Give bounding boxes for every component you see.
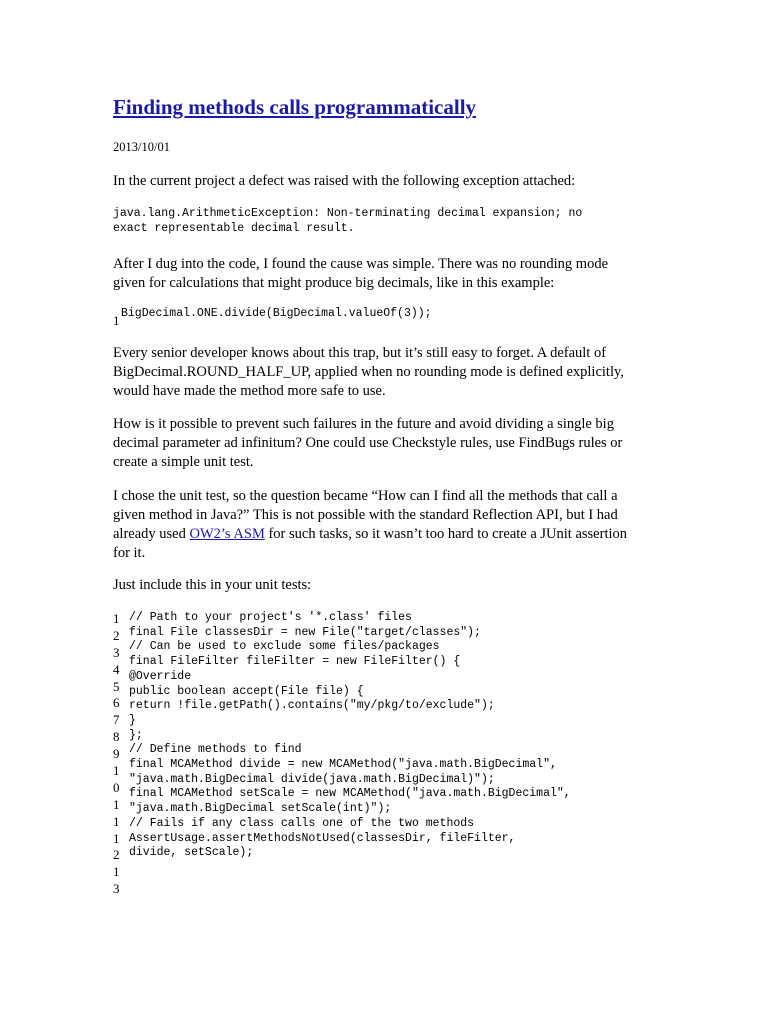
prevention-paragraph: [113, 415, 653, 472]
code-line: final MCAMethod divide = new MCAMethod("java.math.BigDecimal",: [129, 758, 557, 772]
text-line: [113, 525, 653, 544]
code-line: return !file.getPath().contains("my/pkg/to/exclude");: [129, 699, 495, 713]
exception-line: java.lang.ArithmeticException: Non-terminating decimal expansion; no: [113, 207, 583, 220]
line-number: 1: [113, 830, 120, 846]
code-line: final MCAMethod setScale = new MCAMethod("java.math.BigDecimal",: [129, 787, 571, 801]
line-number: 1: [113, 313, 120, 328]
line-number: 1: [113, 611, 120, 626]
text-line: How is it possible to prevent such failures in the future and avoid dividing a single big: [113, 416, 614, 432]
text-line: for it.: [113, 545, 146, 561]
exception-line: exact representable decimal result.: [113, 221, 355, 235]
code-line: // Fails if any class calls one of the two methods: [129, 816, 475, 830]
code-line: "java.math.BigDecimal setScale(int)");: [129, 802, 392, 816]
line-number: 1: [113, 864, 120, 880]
line-number: 4: [113, 661, 120, 677]
text-line: create a simple unit test.: [113, 454, 254, 470]
include-paragraph: Just include this in your unit tests:: [113, 577, 312, 593]
code-line: };: [129, 728, 143, 742]
line-number: 5: [113, 678, 120, 694]
line-number: 3: [113, 644, 120, 660]
intro-paragraph: In the current project a defect was raised with the following exception attached:: [113, 173, 576, 189]
line-number: 1: [113, 813, 120, 829]
text-line: I chose the unit test, so the question became “How can I find all the methods that call a: [113, 488, 618, 504]
text-line: After I dug into the code, I found the cause was simple. There was no rounding mode: [113, 256, 609, 272]
code-line: "java.math.BigDecimal divide(java.math.BigDecimal)");: [129, 772, 495, 786]
code-line: }: [129, 713, 136, 727]
code-line: public boolean accept(File file) {: [129, 684, 364, 698]
text-line: given method in Java?” This is not possible with the standard Reflection API, but I had: [113, 507, 618, 523]
text-segment: already used: [113, 526, 190, 542]
code-line: // Define methods to find: [129, 743, 302, 757]
code-line: divide, setScale);: [129, 846, 254, 860]
ow2-asm-link[interactable]: OW2’s ASM: [189, 526, 265, 542]
line-number: 9: [113, 746, 120, 762]
code-block: [129, 611, 571, 861]
text-line: given for calculations that might produce big decimals, like in this example:: [113, 275, 555, 291]
line-number: 1: [113, 763, 120, 779]
text-segment: for such tasks, so it wasn’t too hard to create a JUnit assertion: [264, 526, 627, 542]
unit-test-paragraph: [113, 487, 653, 563]
line-number-gutter: [113, 611, 123, 898]
text-line: would have made the method more safe to use.: [113, 383, 386, 399]
line-number: 2: [113, 847, 120, 863]
code-line: final File classesDir = new File("target/classes");: [129, 625, 481, 639]
line-number: 0: [113, 779, 120, 795]
text-line: Every senior developer knows about this trap, but it’s still easy to forget. A default of: [113, 345, 607, 361]
post-date: 2013/10/01: [113, 140, 170, 154]
snippet-code: BigDecimal.ONE.divide(BigDecimal.valueOf(3));: [121, 307, 432, 320]
cause-paragraph: [113, 255, 653, 293]
line-number: 8: [113, 729, 120, 745]
text-line: BigDecimal.ROUND_HALF_UP, applied when no rounding mode is defined explicitly,: [113, 364, 624, 380]
code-line: @Override: [129, 669, 192, 683]
line-number: 7: [113, 712, 120, 728]
code-line: // Can be used to exclude some files/packages: [129, 640, 440, 654]
line-number: 1: [113, 796, 120, 812]
code-line: // Path to your project's '*.class' files: [129, 611, 412, 624]
line-number: 6: [113, 695, 120, 711]
trap-paragraph: [113, 344, 653, 401]
text-line: decimal parameter ad infinitum? One could use Checkstyle rules, use FindBugs rules or: [113, 435, 623, 451]
exception-block: [113, 207, 653, 236]
article-title-link[interactable]: Finding methods calls programmatically: [113, 95, 477, 119]
code-line: AssertUsage.assertMethodsNotUsed(classesDir, fileFilter,: [129, 831, 516, 845]
code-line: final FileFilter fileFilter = new FileFilter() {: [129, 655, 461, 669]
line-number: 2: [113, 627, 120, 643]
line-number: 3: [113, 881, 120, 897]
